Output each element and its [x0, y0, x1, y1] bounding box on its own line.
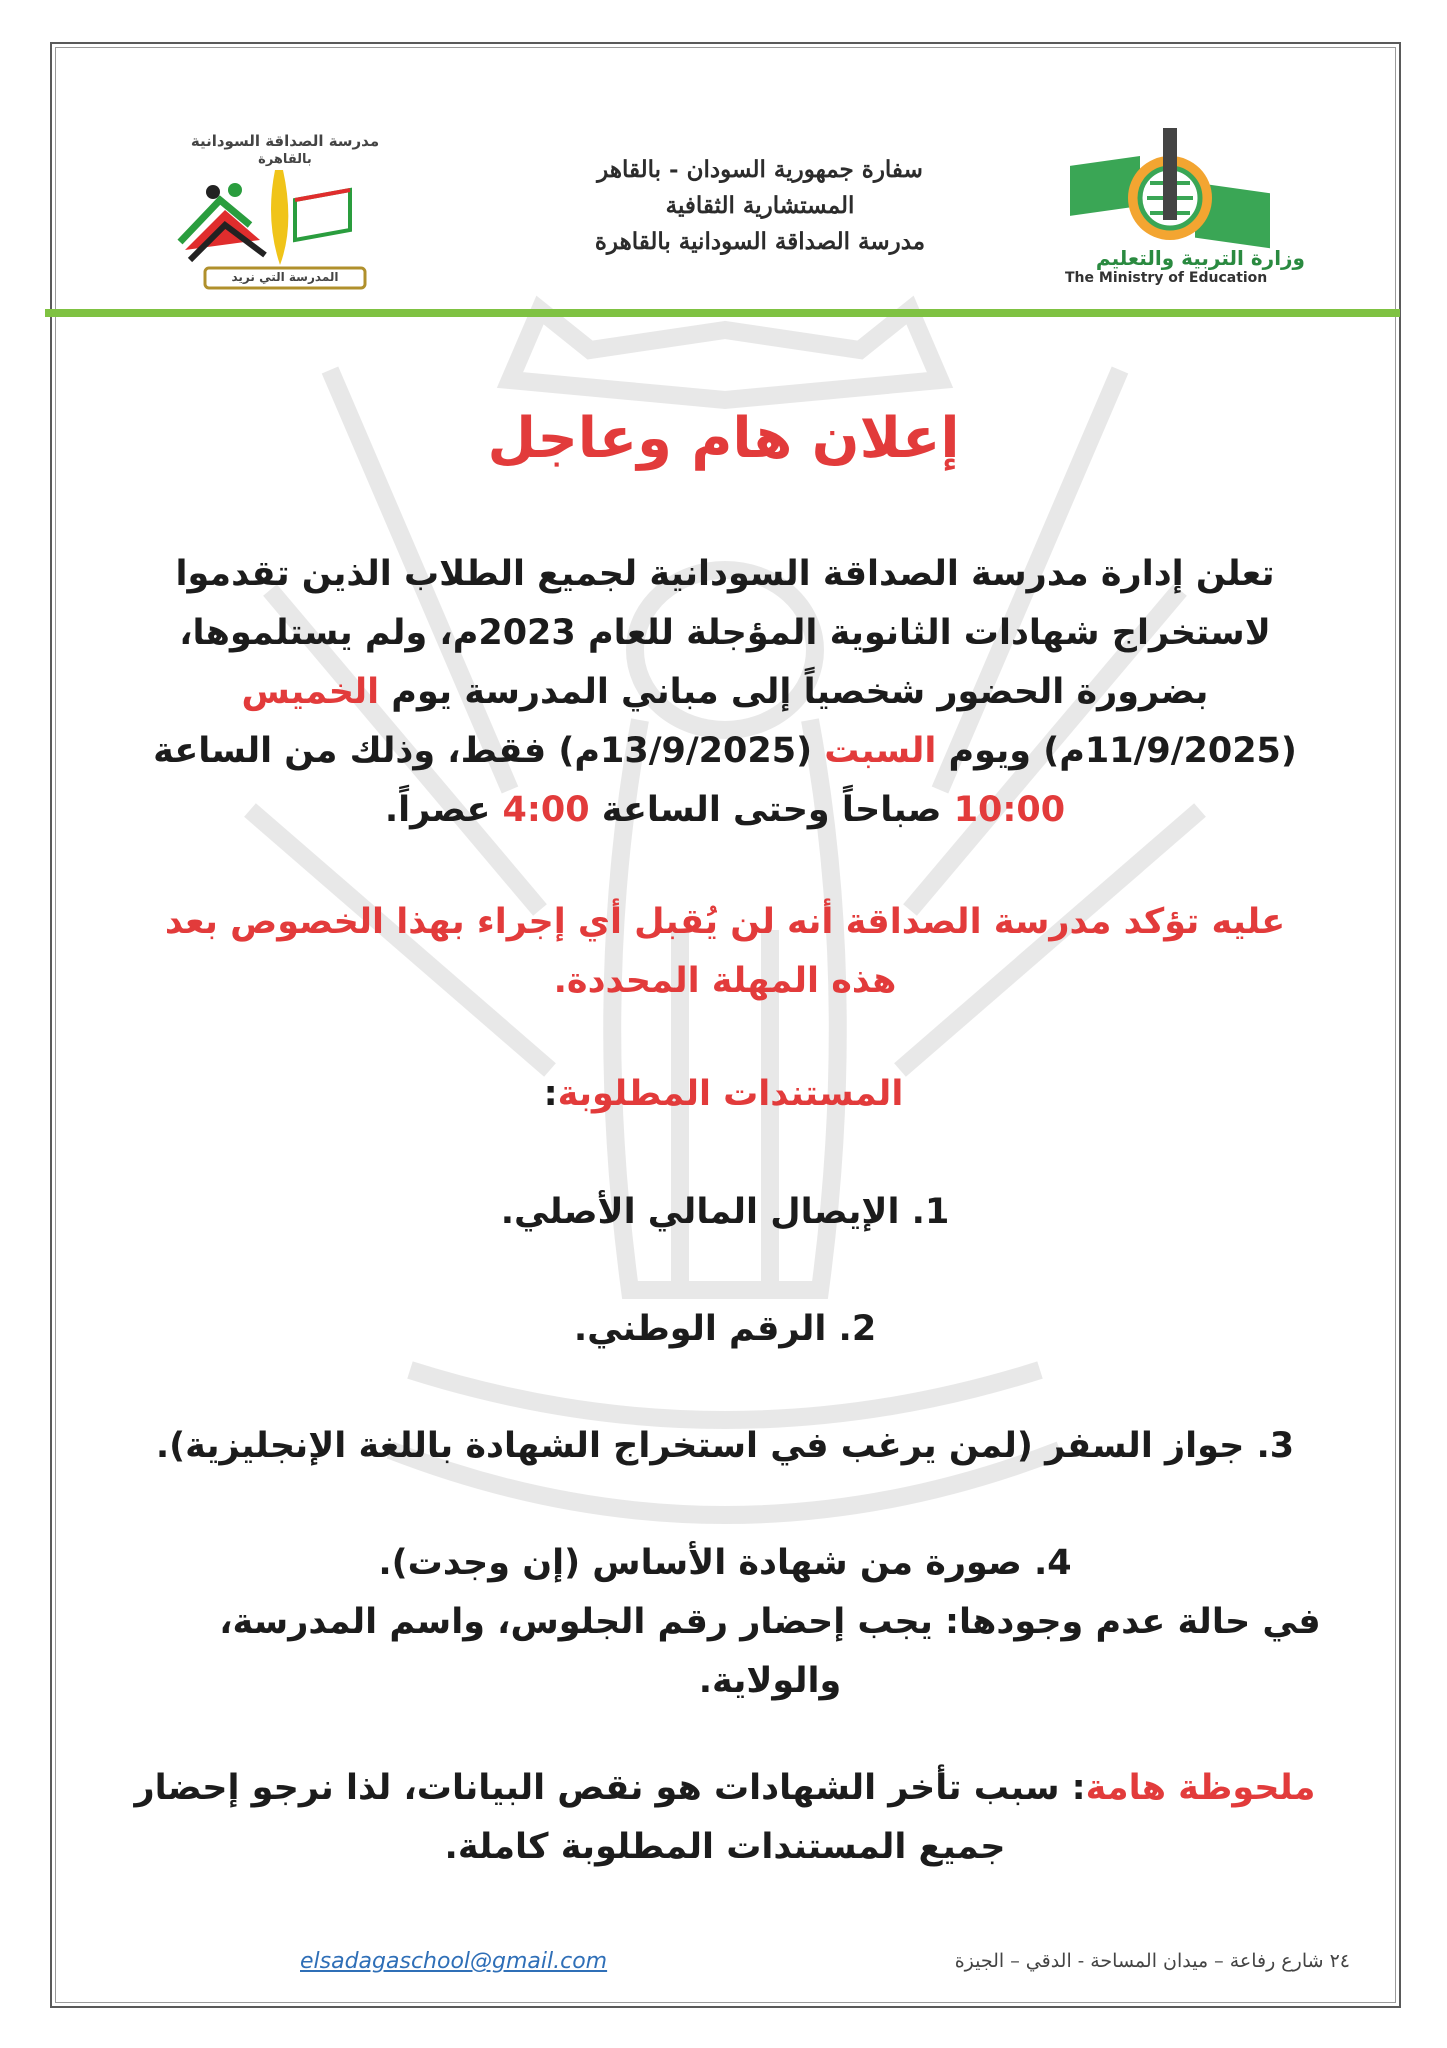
ministry-name-ar: وزارة التربية والتعليم [1095, 246, 1305, 270]
announcement-title: إعلان هام وعاجل [487, 406, 960, 471]
body-text-5: عصراً. [384, 790, 503, 830]
body-day-thursday: الخميس [241, 672, 380, 712]
important-note [120, 1759, 1330, 1877]
body-text-4: صباحاً وحتى الساعة [589, 790, 954, 830]
body-time-end: 4:00 [502, 790, 590, 830]
documents-heading-label: المستندات المطلوبة [557, 1074, 904, 1114]
document-item-4-note: في حالة عدم وجودها: يجب إحضار رقم الجلوس، واسم المدرسة، والولاية. [219, 1602, 1321, 1701]
ministry-logo [1055, 128, 1345, 286]
body-text-3: (13/9/2025م) فقط، وذلك من الساعة [153, 731, 825, 771]
footer-address: ٢٤ شارع رفاعة – ميدان المساحة - الدقي – الجيزة [954, 1950, 1350, 1972]
important-note-text: : سبب تأخر الشهادات هو نقص البيانات، لذا نرجو إحضار جميع المستندات المطلوبة كاملة. [134, 1768, 1086, 1867]
school-logo-name: مدرسة الصداقة السودانية [190, 132, 380, 150]
body-day-saturday: السبت [824, 731, 937, 771]
body-text-1: تعلن إدارة مدرسة الصداقة السودانية لجميع الطلاب الذين تقدموا لاستخراج شهادات الثانوية المؤجلة للعام 2023م، ولم يستلموها، بضرورة الحضور شخصياً إلى مباني المدرسة يوم [175, 554, 1275, 712]
document-item-4: 4. صورة من شهادة الأساس (إن وجدت). [378, 1543, 1072, 1583]
body-time-start: 10:00 [953, 790, 1066, 830]
body-text-2: (11/9/2025م) ويوم [936, 731, 1297, 771]
header-line-embassy: سفارة جمهورية السودان - بالقاهر [597, 156, 923, 183]
documents-heading-colon: : [543, 1074, 558, 1114]
footer-email-link[interactable]: elsadagaschool@gmail.com [300, 1949, 608, 1974]
document-item-1: 1. الإيصال المالي الأصلي. [500, 1192, 950, 1232]
header-divider [45, 309, 1400, 317]
deadline-warning: عليه تؤكد مدرسة الصداقة أنه لن يُقبل أي إجراء بهذا الخصوص بعد هذه المهلة المحددة. [164, 902, 1286, 1001]
school-logo-city: بالقاهرة [258, 152, 312, 167]
header-text [520, 152, 1000, 260]
ministry-name-en: The Ministry of Education [1065, 270, 1268, 286]
school-logo [165, 130, 405, 290]
school-motto: المدرسة التي نريد [231, 270, 339, 284]
header-line-school: مدرسة الصداقة السودانية بالقاهرة [594, 228, 926, 255]
important-note-label: ملحوظة هامة [1085, 1768, 1316, 1808]
document-item-3: 3. جواز السفر (لمن يرغب في استخراج الشهادة باللغة الإنجليزية). [155, 1426, 1295, 1466]
announcement-body [130, 545, 1320, 840]
header-line-cultural-office: المستشارية الثقافية [665, 192, 855, 219]
document-item-2: 2. الرقم الوطني. [573, 1309, 877, 1349]
documents-heading [0, 1065, 1447, 1124]
